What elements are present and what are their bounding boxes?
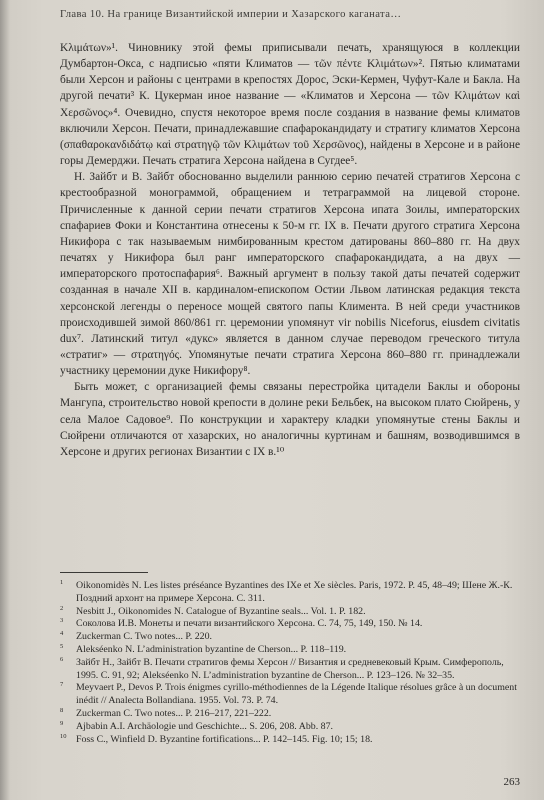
main-text <box>60 40 520 460</box>
gutter-shadow <box>0 0 10 800</box>
footnote <box>60 644 520 657</box>
footnote-number: 8 <box>60 706 64 714</box>
paragraph-2: Н. Зайбт и В. Зайбт обоснованно выделили раннюю серию печатей стратигов Херсона с крестообразной монограммой, обращением и тетраграммой на лицевой стороне. Причисленные к данной серии печати стратигов Херсона ипата Зоилы, императорских спафариев Фоки и Константина отнесены к 50-м гг. IX в. Печати другого стратига Херсона Никифора с так называемым нимбированным крестом датированы 860–880 гг. На двух печатях у Никифора был ранг императорского спафарокандидата, а на двух — императорского протоспафария⁶. Важный аргумент в пользу такой даты печатей содержит созданная в начале XII в. кардиналом-епископом Остии Львом латинская редакция текста херсонской легенды о переносе мощей святого папы Климента. В ней среди участников происходившей зимой 860/861 гг. церемонии упомянут vir nobilis Niceforus, eiusdem civitatis dux⁷. Латинский титул «дукс» является в данном случае переводом греческого титула «стратиг» — στρατηγός. Упомянутые печати стратига Херсона 860–880 гг. принадлежали участнику церемонии дуке Никифору⁸. <box>60 171 520 378</box>
footnote-text: Meyvaert P., Devos P. Trois énigmes cyrillo-méthodiennes de la Légende Italique résolues grâce à un document inédit // Analecta Bollandiana. 1955. Vol. 73. P. 74. <box>76 682 517 707</box>
footnote-number: 4 <box>60 630 64 638</box>
paragraph-1: Κλιμάτων»¹. Чиновнику этой фемы приписывали печать, хранящуюся в коллекции Думбартон-Окса, с надписью «пяти Климатов — τῶν πέντε Κλιμάτων»². Пятью климатами были Херсон и районы с центрами в крепостях Дорос, Эски-Кермен, Чуфут-Кале и Бакла. На другой печати³ К. Цукерман иное название — «Климатов и Херсона — τῶν Κλιμάτων καὶ Χερσῶνος»⁴. Очевидно, спустя некоторое время после создания в название фемы климатов включили Херсон. Печати, принадлежавшие спафарокандидату и стратигу климатов Херсона (σπαθαροκανδιδάτῳ καὶ στρατηγῷ τῶν Κλιμάτων τοῦ Χερσῶνος), найдены в Херсоне и в районе горы Демерджи. Печать стратига Херсона найдена в Сугдее⁵. <box>60 42 520 168</box>
footnote-text: Соколова И.В. Монеты и печати византийского Херсона. С. 74, 75, 149, 150. № 14. <box>76 618 423 630</box>
footnote-text: Foss C., Winfield D. Byzantine fortifications... P. 142–145. Fig. 10; 15; 18. <box>76 733 373 745</box>
footnote-text: Alekséenko N. L’administration byzantine de Cherson... P. 118–119. <box>76 643 347 655</box>
footnote-text: Ajbabin A.I. Archäologie und Geschichte... S. 206, 208. Abb. 87. <box>76 720 333 732</box>
footnote-number: 10 <box>60 732 67 740</box>
footnote-number: 1 <box>60 579 64 586</box>
footnote-text: Nesbitt J., Oikonomides N. Catalogue of Byzantine seals... Vol. 1. P. 182. <box>76 605 366 617</box>
footnote <box>60 708 520 721</box>
footnote-text: Zuckerman C. Two notes... P. 220. <box>76 631 212 643</box>
footnote-number: 6 <box>60 655 64 663</box>
footnote-number: 7 <box>60 681 64 689</box>
footnote <box>60 721 520 734</box>
footnote-number: 5 <box>60 642 64 650</box>
footnote <box>60 682 520 708</box>
footnote-rule <box>60 572 148 573</box>
footnote-text: Zuckerman C. Two notes... P. 216–217, 221–222. <box>76 707 272 719</box>
page-number: 263 <box>503 776 520 788</box>
paragraph-3: Быть может, с организацией фемы связаны перестройка цитадели Баклы и обороны Мангупа, строительство новой крепости в долине реки Бельбек, на высоком плато Сюйрень, у села Малое Садовое⁹. По конструкции и характеру кладки упомянутые стены Баклы и Сюйрени отличаются от хазарских, но аналогичны куртинам и башням, возводившимся в Херсоне и других регионах Византии с IX в.¹⁰ <box>60 381 520 458</box>
footnote <box>60 631 520 644</box>
footnotes <box>60 580 520 746</box>
footnote-number: 9 <box>60 719 64 727</box>
footnote-number: 2 <box>60 604 64 612</box>
footnote <box>60 734 520 747</box>
running-header: Глава 10. На границе Византийской империи и Хазарского каганата… <box>60 9 402 20</box>
footnote <box>60 618 520 631</box>
footnote <box>60 606 520 619</box>
footnote <box>60 580 520 606</box>
footnote-number: 3 <box>60 617 64 625</box>
footnote <box>60 657 520 683</box>
footnote-text: Зайбт Н., Зайбт В. Печати стратигов фемы Херсон // Византия и средневековый Крым. Симферополь, 1995. С. 91, 92; Alekséenko N. L’administration byzantine de Cherson... P. 123–126. № 32–35. <box>76 656 504 681</box>
footnote-text: Oikonomidès N. Les listes préséance Byzantines des IXe et Xe siècles. Paris, 1972. P. 45, 48–49; Шене Ж.-К. Поздний архонт на примере Херсона. С. 311. <box>76 580 513 604</box>
